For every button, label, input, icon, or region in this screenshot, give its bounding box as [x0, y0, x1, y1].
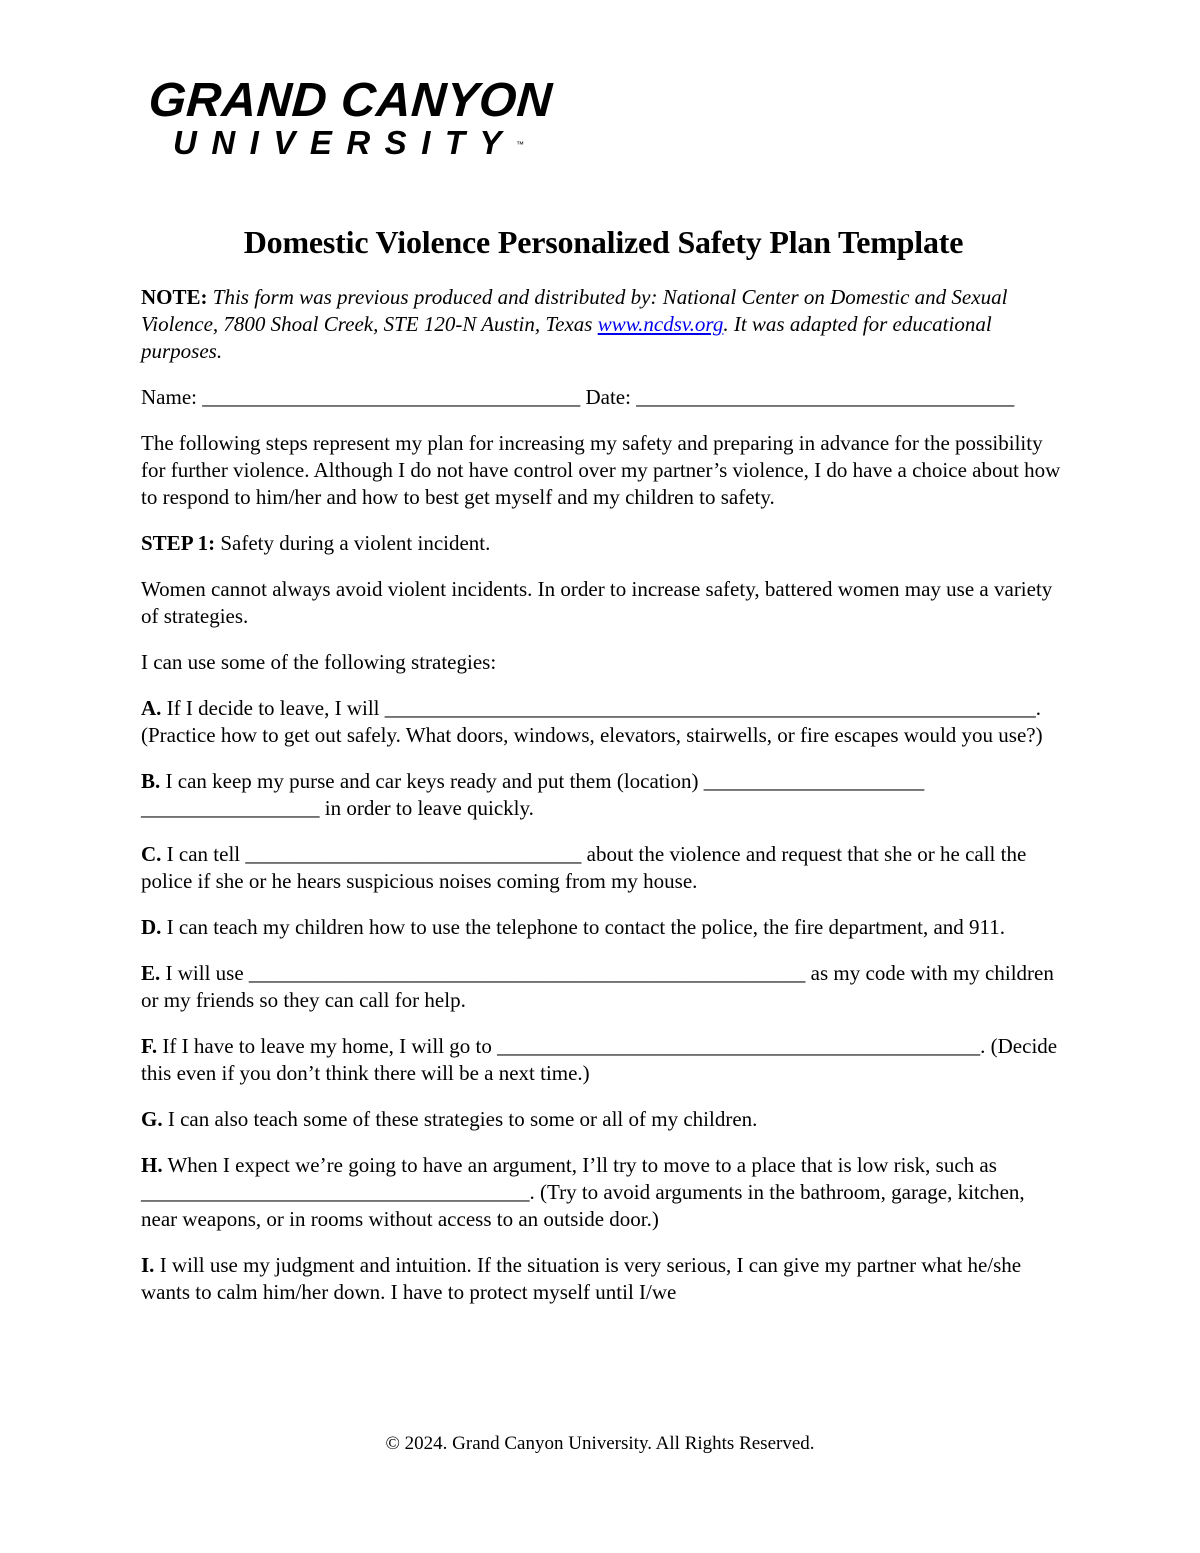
step-1-heading [141, 530, 1066, 557]
item-letter: H. [141, 1153, 163, 1177]
item-text: I will use my judgment and intuition. If the situation is very serious, I can give my partner what he/she wants to calm him/her down. I have to protect myself until I/we [141, 1253, 1022, 1304]
item-text: I can keep my purse and car keys ready and put them (location) _____________________ _________________ in order to leave quickly. [141, 769, 925, 820]
women-paragraph: Women cannot always avoid violent incidents. In order to increase safety, battered women may use a variety of strategies. [141, 577, 1053, 628]
document-body [141, 222, 1066, 1325]
step-1-text: Safety during a violent incident. [215, 531, 491, 555]
item-text: I can teach my children how to use the telephone to contact the police, the fire department, and 911. [161, 915, 1006, 939]
step-1-label: STEP 1: [141, 531, 216, 555]
item-letter: D. [141, 915, 162, 939]
item-text: I can also teach some of these strategies to some or all of my children. [162, 1107, 758, 1131]
item-letter: I. [141, 1253, 155, 1277]
item-text: If I have to leave my home, I will go to ______________________________________________. (Decide this even if you don’t think there will be a next time.) [141, 1034, 1058, 1085]
list-item-e [141, 960, 1066, 1014]
copyright-footer: © 2024. Grand Canyon University. All Rights Reserved. [385, 1433, 815, 1454]
ncdsv-link[interactable]: www.ncdsv.org [597, 312, 724, 336]
list-item-h [141, 1152, 1066, 1233]
list-item-a [141, 695, 1066, 749]
note-paragraph [141, 284, 1066, 365]
item-letter: G. [141, 1107, 163, 1131]
list-item-f [141, 1033, 1066, 1087]
list-item-d [141, 914, 1066, 941]
item-letter: E. [141, 961, 161, 985]
logo-line-2 [173, 125, 567, 161]
note-text-2: . It was adapted for educational purposes. [141, 312, 992, 363]
item-letter: A. [141, 696, 162, 720]
list-item-g [141, 1106, 1066, 1133]
item-text: If I decide to leave, I will ______________________________________________________________. (Practice how to get out safely. What doors, windows, elevators, stairwells, or fire escapes would you use?) [141, 696, 1043, 747]
item-letter: F. [141, 1034, 158, 1058]
item-text: I can tell ________________________________ about the violence and request that she or he call the police if she or he hears suspicious noises coming from my house. [141, 842, 1027, 893]
name-date-line: Name: ____________________________________ Date: ____________________________________ [141, 385, 1015, 409]
note-label: NOTE: [141, 285, 208, 309]
list-item-b [141, 768, 1066, 822]
logo-line-2-text: UNIVERSITY [173, 124, 517, 161]
page-title: Domestic Violence Personalized Safety Plan Template [243, 224, 964, 260]
intro-paragraph: The following steps represent my plan for increasing my safety and preparing in advance for the possibility for further violence. Although I do not have control over my partner’s violence, I do have a choice about how to respond to him/her and how to best get myself and my children to safety. [141, 431, 1061, 509]
item-letter: B. [141, 769, 161, 793]
logo-line-1: GRAND CANYON [146, 74, 554, 127]
item-text: I will use _____________________________________________________ as my code with my children or my friends so they can call for help. [141, 961, 1054, 1012]
strategies-paragraph: I can use some of the following strategies: [141, 650, 497, 674]
list-item-c [141, 841, 1066, 895]
item-text: When I expect we’re going to have an argument, I’ll try to move to a place that is low risk, such as _____________________________________. (Try to avoid arguments in the bathroom, garage, kitchen, near weapons, or in rooms without access to an outside door.) [141, 1153, 1025, 1231]
note-text-1: This form was previous produced and distributed by: National Center on Domestic and Sexual Violence, 7800 Shoal Creek, STE 120-N Austin, Texas [141, 285, 1008, 336]
list-item-i [141, 1252, 1066, 1306]
logo-trademark: ™ [516, 140, 525, 149]
university-logo [147, 76, 567, 161]
item-letter: C. [141, 842, 162, 866]
